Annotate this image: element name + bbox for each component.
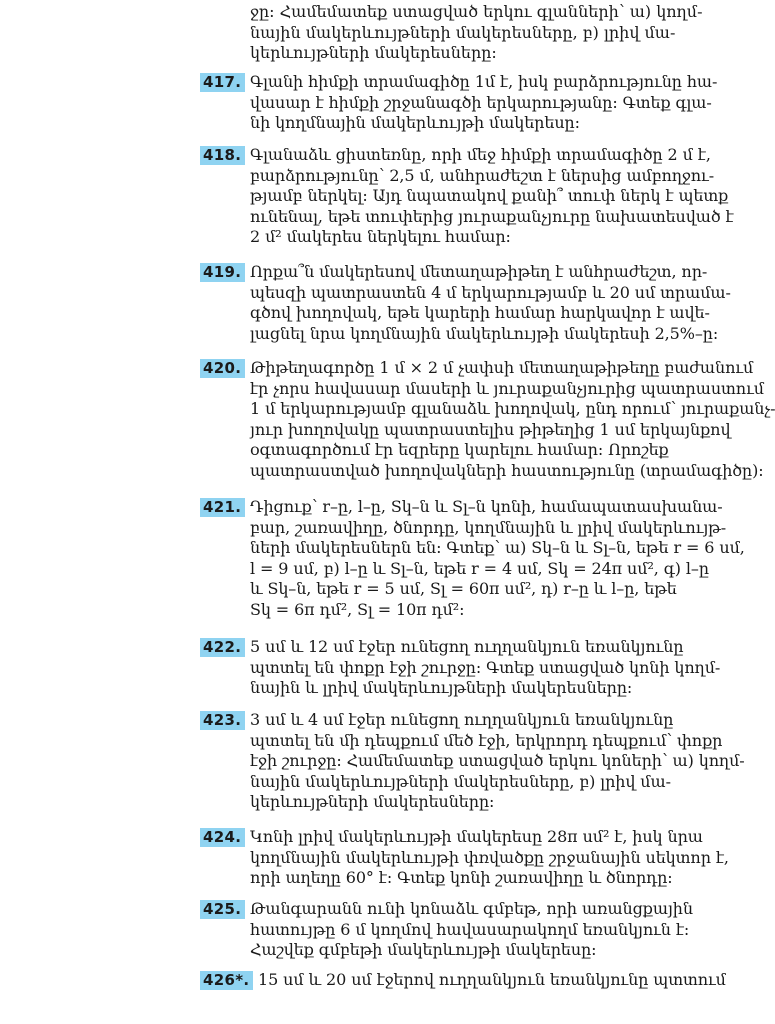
text-line: 1 մ երկարությամբ գլանաձև խողովակ, ընդ որում՝ յուրաքանչ- [250,399,775,418]
problem-text [258,970,726,991]
text-line: նային մակերևույթների մակերեսները, բ) լրիվ մա- [250,22,676,42]
text-line: պատրաստված խողովակների հաստությունը (տրամագիծը): [250,460,764,480]
problem-text [250,827,729,889]
text-line: կերևույթների մակերեսները: [250,43,497,62]
problem-number: 426*. [200,971,253,990]
text-line: l = 9 սմ, բ) l–ը և Sլ–ն, եթե r = 4 սմ, Sկ = 24π սմ², գ) l–ը [250,558,709,578]
text-line: կերևույթների մակերեսները: [250,792,495,811]
continuation-text [250,2,703,64]
text-line: պտտել են փոքր էջի շուրջը: Գտեք ստացված կոնի կողմ- [250,657,721,677]
text-line: պեսզի պատրաստեն 4 մ երկարությամբ և 20 սմ տրամա- [250,282,731,302]
problem-number: 422. [200,638,245,657]
text-line: նի կողմնային մակերևույթի մակերեսը: [250,113,580,132]
problem-text [250,899,692,961]
text-line: էր չորս հավասար մասերի և յուրաքանչյուրից պատրաստում [250,378,764,398]
problem-text [250,145,734,248]
text-line: ների մակերեսներն են: Գտեք՝ ա) Sկ–ն և Sլ–ն, եթե r = 6 սմ, [250,538,745,557]
text-line: վասար է հիմքի շրջանագծի երկարությանը: Գտեք գլա- [250,92,712,112]
text-line: յուր խողովակը պատրաստելիս թիթեղից 1 սմ երկայնքով [250,419,731,439]
text-line: պտտել են մի դեպքում մեծ էջի, երկրորդ դեպքում՝ փոքր [250,730,723,750]
problem-number: 425. [200,900,245,919]
problem-420 [200,358,775,481]
problem-number: 421. [200,498,245,517]
text-line: Գլանաձև ցիստեռնը, որի մեջ հիմքի տրամագիծը 2 մ է, [250,145,711,164]
text-line: ունենալ, եթե տուփերից յուրաքանչյուրը նախատեսված է [250,206,734,226]
text-line: որի աղեղը 60° է: Գտեք կոնի շառավիղը և ծնորդը: [250,868,673,887]
problem-417 [200,72,718,134]
text-line: Դիցուք՝ r–ը, l–ը, Sկ–ն և Sլ–ն կոնի, համապատասխանա- [250,497,723,516]
text-line: Թանգարանն ունի կոնաձև գմբեթ, որի առանցքային [250,899,693,918]
problem-422 [200,637,721,699]
problem-425 [200,899,692,961]
problem-text [250,262,731,344]
text-line: Հաշվեք գմբեթի մակերևույթի մակերեսը: [250,940,597,959]
text-line: բար, շառավիղը, ծնորդը, կողմնային և լրիվ մակերևույթ- [250,517,727,537]
text-line: Sկ = 6π դմ², Sլ = 10π դմ²: [250,599,465,619]
problem-text [250,497,745,620]
problem-number: 424. [200,828,245,847]
problem-text [250,72,718,134]
problem-number: 423. [200,711,245,730]
text-line: էջի շուրջը: Համեմատեք ստացված երկու կոների՝ ա) կողմ- [250,751,745,770]
problem-424 [200,827,729,889]
text-line: նային և լրիվ մակերևույթների մակերեսները: [250,678,633,697]
text-line: 2 մ² մակերես ներկելու համար: [250,227,511,246]
problem-text [250,358,775,481]
text-line: բարձրությունը՝ 2,5 մ, անհրաժեշտ է ներսից ամբողջու- [250,165,715,185]
problem-421 [200,497,745,620]
problem-text [250,710,745,813]
text-line: 5 սմ և 12 սմ էջեր ունեցող ուղղանկյուն եռանկյունը [250,637,684,656]
text-line: կողմնային մակերևույթի փռվածքը շրջանային սեկտոր է, [250,847,729,867]
text-line: նային մակերևույթների մակերեսները, բ) լրիվ մա- [250,771,671,791]
text-line: գծով խողովակ, եթե կարերի համար հարկավոր է ավե- [250,303,710,322]
text-line: լացնել նրա կողմնային մակերևույթի մակերեսի 2,5%–ը: [250,323,719,343]
problem-426 [200,970,726,991]
problem-number: 419. [200,263,245,282]
text-line: օգտագործում էր եզրերը կարելու համար: Որոշեք [250,440,669,459]
problem-418 [200,145,734,248]
problem-text [250,637,721,699]
text-line: Թիթեղագործը 1 մ × 2 մ չափսի մետաղաթիթեղը բաժանում [250,358,754,377]
text-line: թյամբ ներկել: Այդ նպատակով քանի՞ տուփ ներկ է պետք [250,186,729,205]
problem-number: 417. [200,73,245,92]
text-line: Գլանի հիմքի տրամագիծը 1մ է, իսկ բարձրությունը հա- [250,72,718,91]
problem-number: 420. [200,359,245,378]
problem-number: 418. [200,146,245,165]
text-line: և Sկ–ն, եթե r = 5 սմ, Sլ = 60π սմ², դ) r–ը և l–ը, եթե [250,579,677,598]
text-line: 15 սմ և 20 սմ էջերով ուղղանկյուն եռանկյունը պտտում [258,970,726,989]
text-line: ջը: Համեմատեք ստացված երկու գլանների՝ ա) կողմ- [250,2,703,21]
text-line: հատույթը 6 մ կողմով հավասարակողմ եռանկյուն է: [250,919,690,939]
text-line: Որքա՞ն մակերեսով մետաղաթիթեղ է անհրաժեշտ, որ- [250,262,708,281]
problem-423 [200,710,745,813]
problem-419 [200,262,731,344]
text-line: 3 սմ և 4 սմ էջեր ունեցող ուղղանկյուն եռանկյունը [250,710,674,729]
text-line: Կոնի լրիվ մակերևույթի մակերեսը 28π սմ² է, իսկ նրա [250,827,703,846]
